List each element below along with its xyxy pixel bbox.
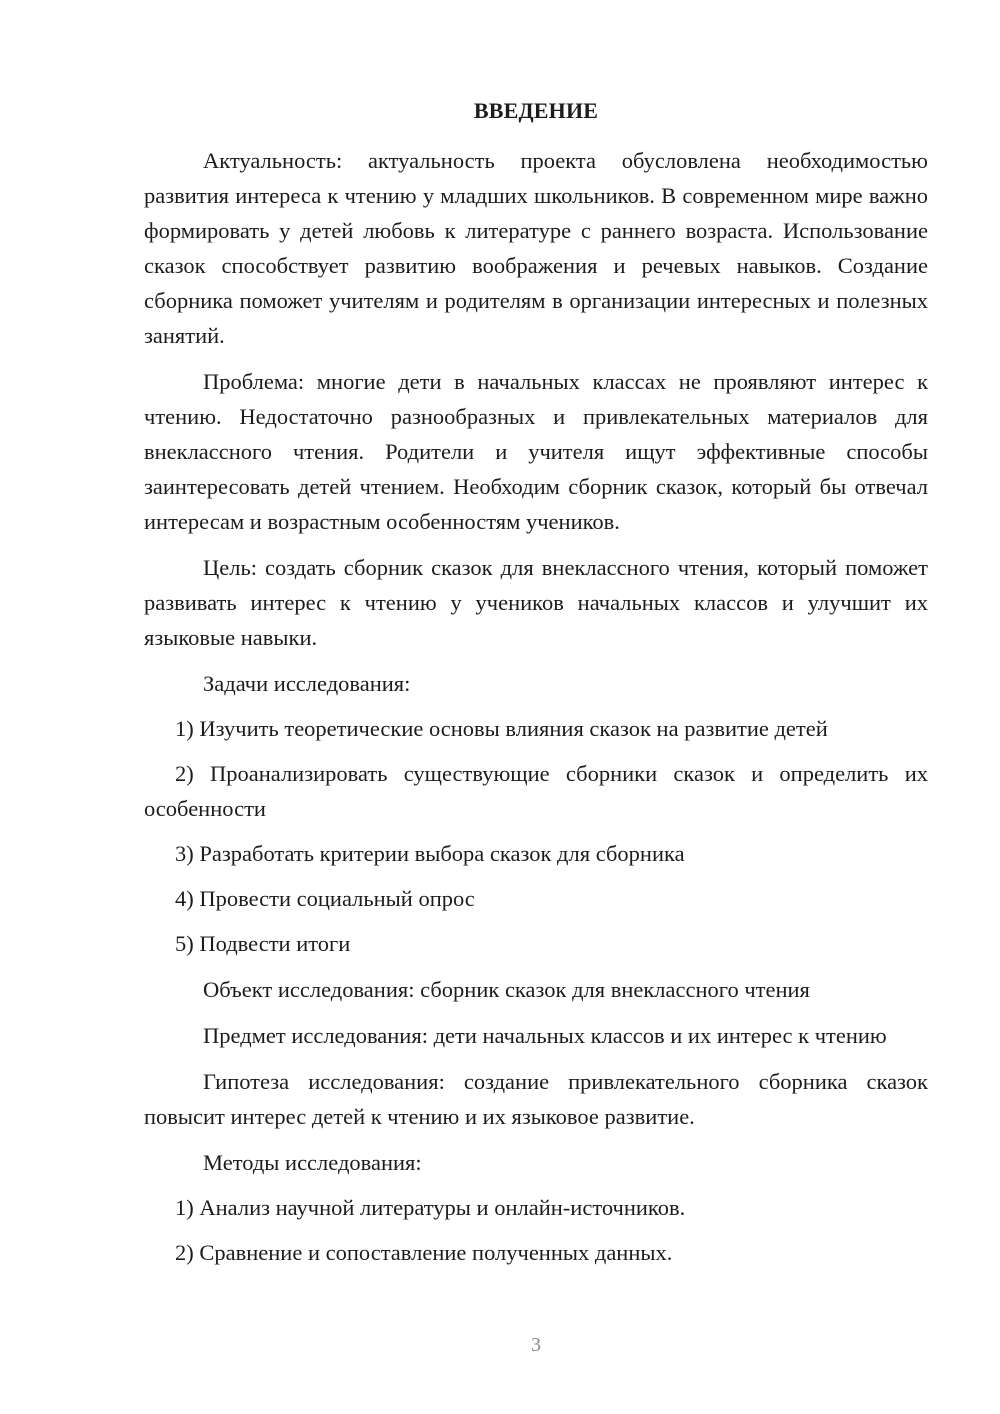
goal-paragraph: Цель: создать сборник сказок для внеклассного чтения, который поможет развивать интерес к чтению у учеников начальных классов и улучшит их языковые навыки. — [144, 555, 928, 650]
task-item: 3) Разработать критерии выбора сказок для сборника — [175, 841, 685, 866]
task-item: 4) Провести социальный опрос — [175, 886, 475, 911]
object-paragraph: Объект исследования: сборник сказок для внеклассного чтения — [203, 977, 810, 1002]
page-number: 3 — [531, 1334, 541, 1356]
method-item: 2) Сравнение и сопоставление полученных данных. — [175, 1240, 673, 1265]
task-item: 5) Подвести итоги — [175, 931, 351, 956]
methods-heading: Методы исследования: — [203, 1150, 422, 1175]
document-body — [144, 143, 928, 1270]
task-item: 1) Изучить теоретические основы влияния сказок на развитие детей — [175, 716, 828, 741]
problem-paragraph: Проблема: многие дети в начальных классах не проявляют интерес к чтению. Недостаточно разнообразных и привлекательных материалов для внеклассного чтения. Родители и учителя ищут эффективные способы заинтересовать детей чтением. Необходим сборник сказок, который бы отвечал интересам и возрастным особенностям учеников. — [144, 369, 928, 534]
hypothesis-paragraph: Гипотеза исследования: создание привлекательного сборника сказок повысит интерес детей к чтению и их языковое развитие. — [144, 1069, 928, 1129]
relevance-paragraph: Актуальность: актуальность проекта обусловлена необходимостью развития интереса к чтению у младших школьников. В современном мире важно формировать у детей любовь к литературе с раннего возраста. Использование сказок способствует развитию воображения и речевых навыков. Создание сборника поможет учителям и родителям в организации интересных и полезных занятий. — [144, 148, 928, 348]
method-item: 1) Анализ научной литературы и онлайн-источников. — [175, 1195, 686, 1220]
subject-paragraph: Предмет исследования: дети начальных классов и их интерес к чтению — [203, 1023, 887, 1048]
section-title: ВВЕДЕНИЕ — [473, 98, 599, 123]
tasks-heading: Задачи исследования: — [203, 671, 411, 696]
task-item: 2) Проанализировать существующие сборники сказок и определить их особенности — [144, 761, 928, 821]
